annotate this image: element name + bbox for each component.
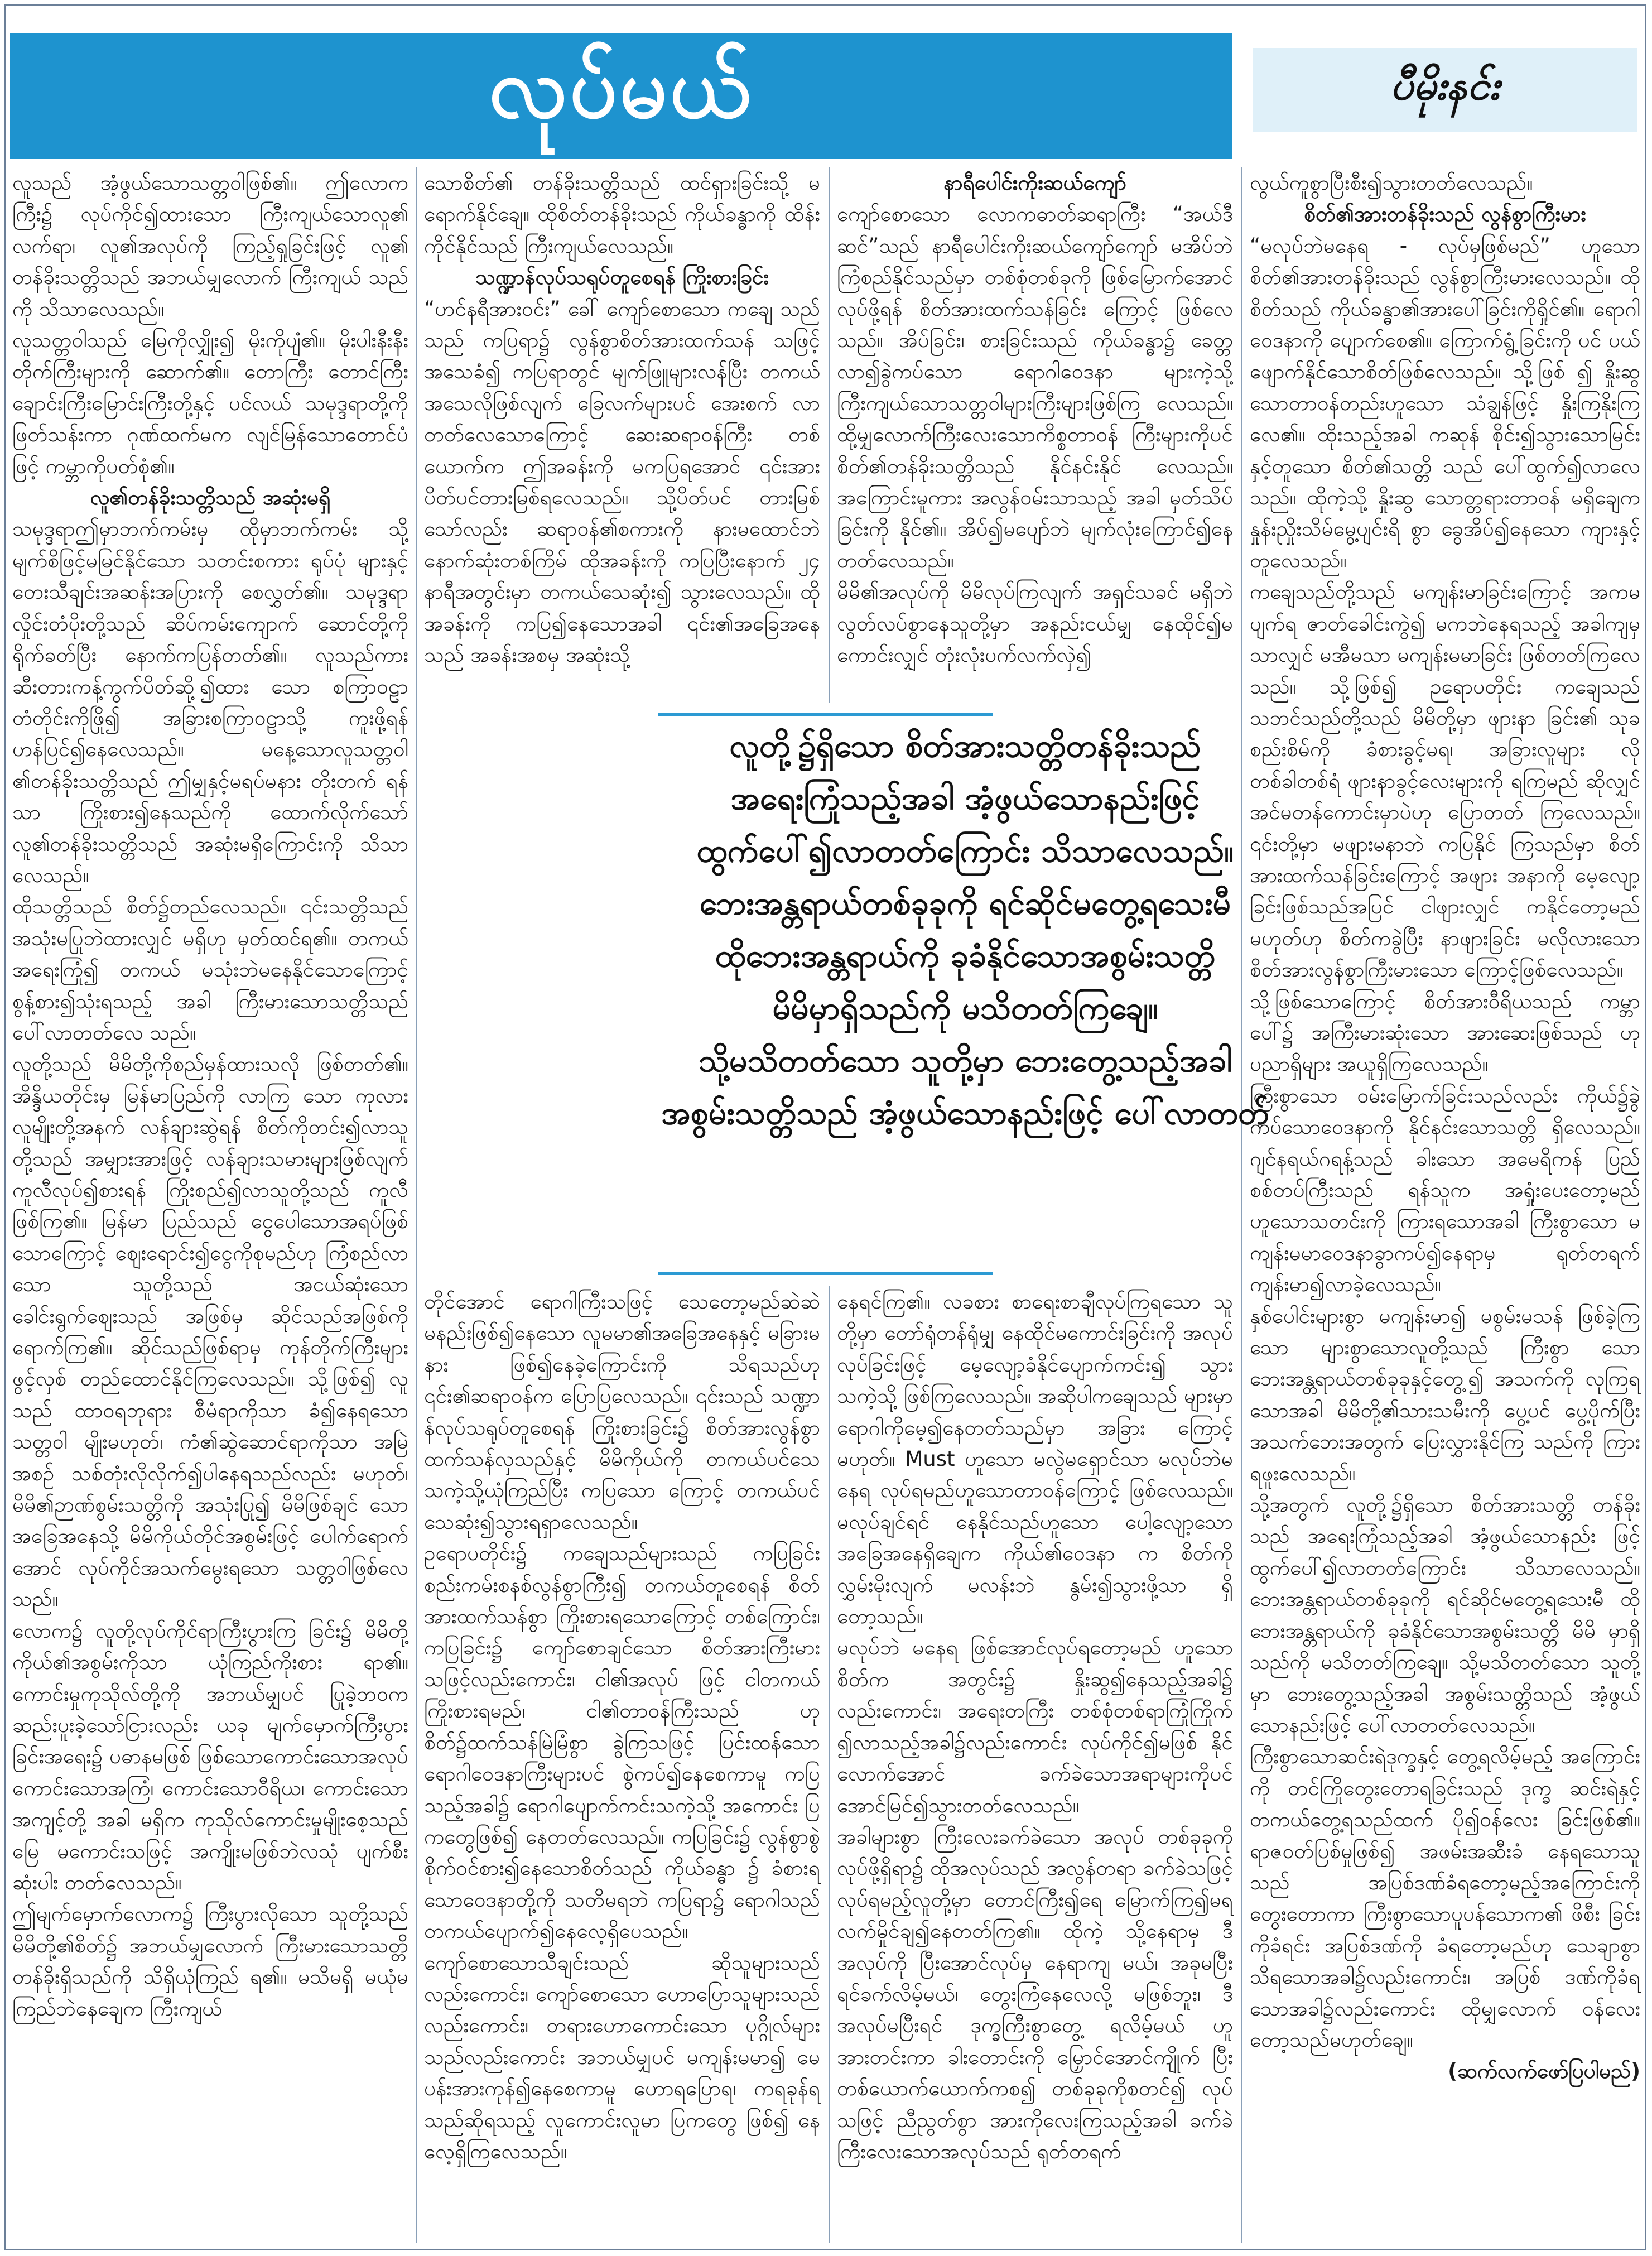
pull-quote-line: လူတို့၌ရှိသော စိတ်အားသတ္တိတန်ခိုးသည် xyxy=(729,728,1201,764)
column-divider xyxy=(829,167,830,703)
paragraph: ထိုသတ္တိသည် စိတ်၌တည်လေသည်။ ၎င်းသတ္တိသည် အသုံးမပြုဘဲထားလျှင် မရှိဟု မှတ်ထင်ရ၏။ တကယ်အရေးကြုံ၍ တကယ် မသုံးဘဲမနေနိုင်သောကြောင့် စွန့်စား၍သုံးရသည့် အခါ ကြီးမားသောသတ္တိသည် ပေါ်လာတတ်လေ သည်။ xyxy=(12,894,408,1045)
pull-quote-line: အရေးကြုံသည့်အခါ အံ့ဖွယ်သောနည်းဖြင့် xyxy=(730,780,1200,817)
title-banner xyxy=(10,33,1232,159)
paragraph: နှစ်ပေါင်းများစွာ မကျန်းမာ၍ မစွမ်းမသန် ဖြစ်ခဲ့ကြသော များစွာသောလူတို့သည် ကြီးစွာ သော ဘေးအန္တရာယ်တစ်ခုခုနှင့်တွေ့၍ အသက်ကို လုကြရသောအခါ မိမိတို့၏သားသမီးကို ပွေ့ပင် ပွေ့ပိုက်ပြီး အသက်ဘေးအတွက် ပြေးလွှားနိုင်ကြ သည်ကို ကြားရဖူးလေသည်။ xyxy=(1250,1303,1640,1485)
pull-quote xyxy=(661,720,1269,1261)
author-byline: ပီမိုးနင်း xyxy=(1390,62,1500,109)
column-2-top xyxy=(424,167,820,703)
column-3-bottom xyxy=(837,1286,1233,2243)
subheading: လူ၏တန်ခိုးသတ္တိသည် အဆုံးမရှိ xyxy=(90,485,331,510)
pull-quote-line: အစွမ်းသတ္တိသည် အံ့ဖွယ်သောနည်းဖြင့် ပေါ်လာတတ် xyxy=(661,1095,1269,1132)
pull-quote-line: ဘေးအန္တရာယ်တစ်ခုခုကို ရင်ဆိုင်မတွေ့ရသေးမီ xyxy=(699,885,1231,922)
article-title: လုပ်မယ် xyxy=(489,40,753,137)
paragraph: သောစိတ်၏ တန်ခိုးသတ္တိသည် ထင်ရှားခြင်းသို့ မရောက်နိုင်ချေ။ ထိုစိတ်တန်ခိုးသည် ကိုယ်ခန္ဓာကို ထိန်းကိုင်နိုင်သည် ကြီးကျယ်လေသည်။ xyxy=(424,171,820,258)
continued-note: (ဆက်လက်ဖော်ပြပါမည်) xyxy=(1448,2059,1640,2084)
paragraph: အခါများစွာ ကြီးလေးခက်ခဲသော အလုပ် တစ်ခုခုကို လုပ်ဖို့ရှိရာ၌ ထိုအလုပ်သည် အလွန်တရာ ခက်ခဲသဖြင့် လုပ်ရမည့်လူတို့မှာ တောင်ကြီး၍ရေ မြောက်ကြ၍မရ လက်မှိုင်ချ၍နေတတ်ကြ၏။ ထိုကဲ့ သို့နေရာမှ ဒီအလုပ်ကို ပြီးအောင်လုပ်မှ နေရာကျ မယ်၊ အခုမပြီးရင်ခက်လိမ့်မယ်၊ တွေးကြံနေလေလို့ မဖြစ်ဘူး၊ ဒီအလုပ်မပြီးရင် ဒုက္ခကြီးစွာတွေ့ ရလိမ့်မယ် ဟူအားတင်းကာ ခါးတောင်းကို မြှောင်အောင်ကျိုက် ပြီး တစ်ယောက်ယောက်ကစ၍ တစ်ခုခုကိုစတင်၍ လုပ်သဖြင့် ညီညွတ်စွာ အားကိုလေးကြသည့်အခါ ခက်ခဲကြီးလေးသောအလုပ်သည် ရုတ်တရက် xyxy=(837,1824,1233,2163)
paragraph: ကချေသည်တို့သည် မကျန်းမာခြင်းကြောင့် အကမပျက်ရ ဇာတ်ခေါင်းကွဲ၍ မကဘဲနေရသည့် အခါကျမှသာလျှင် မအီမသာ မကျန်းမမာခြင်း ဖြစ်တတ်ကြလေသည်။ သို့ဖြစ်၍ ဉရောပတိုင်း ကချေသည် သဘင်သည်တို့သည် မိမိတို့မှာ ဖျားနာ ခြင်း၏ သုခစည်းစိမ်ကို ခံစားခွင့်မရ၊ အခြားလူများ လို တစ်ခါတစ်ရံ ဖျားနာခွင့်လေးများကို ရကြမည် ဆိုလျှင် အင်မတန်ကောင်းမှာပဲဟု ပြောတတ် ကြလေသည်။ ၎င်းတို့မှာ မဖျားမနာဘဲ ကပြနိုင် ကြသည်မှာ စိတ်အားထက်သန်ခြင်းကြောင့် အဖျား အနာကို မေ့လျော့ခြင်းဖြစ်သည်အပြင် ငါဖျားလျှင် ကနိုင်တော့မည်မဟုတ်ဟု စိတ်ကခွဲပြီး နာဖျားခြင်း မလိုလားသော စိတ်အားလွန်စွာကြီးမားသော ကြောင့်ဖြစ်လေသည်။ xyxy=(1250,580,1640,982)
paragraph: မလုပ်ဘဲ မနေရ ဖြစ်အောင်လုပ်ရတော့မည် ဟူသောစိတ်က အတွင်း၌ နှိုးဆွ၍နေသည့်အခါ၌ လည်းကောင်း၊ အရေးတကြီး တစ်စုံတစ်ရာကြုံကြိုက် ၍လာသည့်အခါ၌လည်းကောင်း လုပ်ကိုင်၍မဖြစ် နိုင်လောက်အောင် ခက်ခဲသောအရာများကိုပင် အောင်မြင်၍သွားတတ်လေသည်။ xyxy=(837,1636,1233,1817)
paragraph: လွယ်ကူစွာပြီးစီး၍သွားတတ်လေသည်။ xyxy=(1250,171,1533,195)
paragraph: “မလုပ်ဘဲမနေရ - လုပ်မှဖြစ်မည်” ဟူသော စိတ်၏အားတန်ခိုးသည် လွန်စွာကြီးမားလေသည်။ ထိုစိတ်သည် ကိုယ်ခန္ဓာ၏အားပေါ်ခြင်းကိုရှိုင်၏။ ရောဂါဝေဒနာကို ပျောက်စေ၏။ ကြောက်ရွံ့ခြင်းကို ပင် ပယ်ဖျောက်နိုင်သောစိတ်ဖြစ်လေသည်။ သို့ဖြစ် ၍ နှိုးဆွသောတာဝန်တည်းဟူသော သံချွန်ဖြင့် နှိုးကြနိုးကြလေ၏။ ထိုးသည့်အခါ ကဆုန် စိုင်း၍သွားသောမြင်းနှင့်တူသော စိတ်၏သတ္တိ သည် ပေါ်ထွက်၍လာလေသည်။ ထိုကဲ့သို့ နှိုးဆွ သောတ္တရားတာဝန် မရှိချေက နှုန်းညှိုးသိမ်မွေ့ပျင်းရိ စွာ ခွေအိပ်၍နေသော ကျားနှင့်တူလေသည်။ xyxy=(1250,233,1640,573)
paragraph: မိမိ၏အလုပ်ကို မိမိလုပ်ကြလျက် အရှင်သခင် မရှိဘဲ လွတ်လပ်စွာနေသူတို့မှာ အနည်းငယ်မျှ နေထိုင်၍မကောင်းလျှင် တုံးလုံးပက်လက်လှဲ၍ xyxy=(837,580,1233,667)
subheading: နာရီပေါင်းကိုးဆယ်ကျော် xyxy=(943,171,1126,195)
pull-quote-line: မိမိမှာရှိသည်ကို မသိတတ်ကြချေ။ xyxy=(772,990,1158,1027)
paragraph: ဥရောပတိုင်း၌ ကချေသည်များသည် ကပြခြင်း စည်းကမ်းစနစ်လွန်စွာကြီး၍ တကယ်တူစေရန် စိတ်အားထက်သန်စွာ ကြိုးစားရသောကြောင့် တစ်ကြောင်း၊ ကပြခြင်း၌ ကျော်စောချင်သော စိတ်အားကြီးမားသဖြင့်လည်းကောင်း၊ ငါ၏အလုပ် ဖြင့် ငါတကယ်ကြိုးစားရမည်၊ ငါ၏တာဝန်ကြီးသည် ဟု စိတ်၌ထက်သန်မြဲမြံစွာ ခွဲကြသဖြင့် ပြင်းထန်သော ရောဂါဝေဒနာကြီးများပင် စွဲကပ်၍နေစေကာမူ ကပြ သည့်အခါ၌ ရောဂါပျောက်ကင်းသကဲ့သို့ အကောင်း ပြကတွေဖြစ်၍ နေတတ်လေသည်။ ကပြခြင်း၌ လွန်စွာစွဲစိုက်ဝင်စား၍နေသောစိတ်သည် ကိုယ်ခန္ဓာ ၌ ခံစားရသောဝေဒနာတို့ကို သတိမရဘဲ ကပြရာ၌ ရောဂါသည် တကယ်ပျောက်၍နေလေ့ရှိပေသည်။ xyxy=(424,1541,820,1944)
pull-quote-line: ထိုဘေးအန္တရာယ်ကို ခုခံနိုင်သောအစွမ်းသတ္တိ xyxy=(715,937,1216,975)
paragraph: ကြီးစွာသောဆင်းရဲဒုက္ခနှင့် တွေ့ရလိမ့်မည့် အကြောင်းကို တင်ကြိုတွေးတောရခြင်းသည် ဒုက္ခ ဆင်းရဲနှင့် တကယ်တွေ့ရသည်ထက် ပို၍ဝန်လေး ခြင်းဖြစ်၏။ ရာဇဝတ်ပြစ်မှုဖြစ်၍ အဖမ်းအဆီးခံ နေရသောသူသည် အပြစ်ဒဏ်ခံရတော့မည့်အကြောင်းကို တွေးတောကာ ကြီးစွာသောပူပန်သောက၏ ဖိစီး ခြင်းကိုခံရင်း အပြစ်ဒဏ်ကို ခံရတော့မည်ဟု သေချာစွာ သိရသောအခါ၌လည်းကောင်း၊ အပြစ် ဒဏ်ကိုခံရသောအခါ၌လည်းကောင်း ထိုမျှလောက် ဝန်လေးတော့သည်မဟုတ်ချေ။ xyxy=(1250,1744,1640,2052)
paragraph: ကျော်စောသောသီချင်းသည် ဆိုသူများသည် လည်းကောင်း၊ ကျော်စောသော ဟောပြောသူများသည် လည်းကောင်း၊ တရားဟောကောင်းသော ပုဂ္ဂိုလ်များ သည်လည်းကောင်း အဘယ်မျှပင် မကျန်းမမာ၍ မေပန်းအားကုန်၍နေစေကာမူ ဟောရပြောရ၊ ကရခုန်ရသည်ဆိုရသည့် လူကောင်းလူမာ ပြကတွေ ဖြစ်၍ နေလေ့ရှိကြလေသည်။ xyxy=(424,1950,820,2163)
paragraph: သို့အတွက် လူတို့၌ရှိသော စိတ်အားသတ္တိ တန်ခိုးသည် အရေးကြုံသည့်အခါ အံ့ဖွယ်သောနည်း ဖြင့် ထွက်ပေါ်၍လာတတ်ကြောင်း သိသာလေသည်။ ဘေးအန္တရာယ်တစ်ခုခုကို ရင်ဆိုင်မတွေ့ရသေးမီ ထိုဘေးအန္တရာယ်ကို ခုခံနိုင်သောအစွမ်းသတ္တိ မိမိ မှာရှိသည်ကို မသိတတ်ကြချေ။ သို့မသိတတ်သော သူတို့မှာ ဘေးတွေ့သည့်အခါ အစွမ်းသတ္တိသည် အံ့ဖွယ်သောနည်းဖြင့် ပေါ်လာတတ်လေသည်။ xyxy=(1250,1493,1640,1737)
paragraph: ဤမျက်မှောက်လောက၌ ကြီးပွားလိုသော သူတို့သည် မိမိတို့၏စိတ်၌ အဘယ်မျှလောက် ကြီးမားသောသတ္တိတန်ခိုးရှိသည်ကို သိရှိယုံကြည် ရ၏။ မသိမရှိ မယုံမကြည်ဘဲနေချေက ကြီးကျယ် xyxy=(12,1902,408,2021)
subheading: သဏ္ဍာန်လုပ်သရုပ်တူစေရန် ကြိုးစားခြင်း xyxy=(475,265,769,290)
pull-quote-line: သို့မသိတတ်သော သူတို့မှာ ဘေးတွေ့သည့်အခါ xyxy=(698,1042,1232,1080)
column-2-bottom xyxy=(424,1286,820,2243)
paragraph: လူသည် အံ့ဖွယ်သောသတ္တဝါဖြစ်၏။ ဤလောက ကြီး၌ လုပ်ကိုင်၍ထားသော ကြီးကျယ်သောလူ၏ လက်ရာ၊ လူ၏အလုပ်ကို ကြည့်ရှုခြင်းဖြင့် လူ၏ တန်ခိုးသတ္တိသည် အဘယ်မျှလောက် ကြီးကျယ် သည်ကို သိသာလေသည်။ xyxy=(12,171,408,321)
paragraph: တိုင်အောင် ရောဂါကြီးသဖြင့် သေတော့မည်ဆဲဆဲ မနည်းဖြစ်၍နေသော လူမမာ၏အခြေအနေနှင့် မခြားမနား ဖြစ်၍နေခဲ့ကြောင်းကို သိရသည်ဟု ၎င်း၏ဆရာဝန်က ပြောပြလေသည်။ ၎င်းသည် သဏ္ဍာန်လုပ်သရုပ်တူစေရန် ကြိုးစားခြင်း၌ စိတ်အားလွန်စွာထက်သန်လှသည်နှင့် မိမိကိုယ်ကို တကယ်ပင်သေသကဲ့သို့ယုံကြည်ပြီး ကပြသော ကြောင့် တကယ်ပင်သေဆုံး၍သွားရရှာလေသည်။ xyxy=(424,1290,820,1534)
paragraph: လောက၌ လူတို့လုပ်ကိုင်ရာကြီးပွားကြ ခြင်း၌ မိမိတို့ကိုယ်၏အစွမ်းကိုသာ ယုံကြည်ကိုးစား ရာ၏။ ကောင်းမှုကုသိုလ်တို့ကို အဘယ်မျှပင် ပြုခဲ့ဘဝက ဆည်းပူးခဲ့သော်ငြားလည်း ယခု မျက်မှောက်ကြီးပွားခြင်းအရေး၌ ပဓာနမဖြစ် ဖြစ်သောကောင်းသောအလုပ်ကောင်းသောအကြံ၊ ကောင်းသောဝီရိယ၊ ကောင်းသောအကျင့်တို့ အခါ မရှိက ကုသိုလ်ကောင်းမှုမျိုးစေ့သည် မြေ မကောင်းသဖြင့် အကျိုးမဖြစ်ဘဲလသုံ ပျက်စီးဆုံးပါး တတ်လေသည်။ xyxy=(12,1618,408,1894)
pull-quote-rule-bottom xyxy=(658,1272,993,1275)
byline-box xyxy=(1253,48,1637,132)
column-divider xyxy=(416,167,417,2243)
paragraph: လူသတ္တဝါသည် မြေကိုလျှိုး၍ မိုးကိုပျံ၏။ မိုးပါးနီးနီးတိုက်ကြီးများကို ဆောက်၏။ တောကြီး တောင်ကြီး ချောင်းကြီးမြောင်းကြီးတို့နှင့် ပင်လယ် သမုဒ္ဒရာတို့ကို ဖြတ်သန်းကာ ဂုဏ်ထက်မက လျင်မြန်သောတောင်ပံဖြင့် ကမ္ဘာကိုပတ်စုံ၏။ xyxy=(12,328,408,478)
column-4 xyxy=(1250,167,1640,2243)
paragraph: လူတို့သည် မိမိတို့ကိုစည်မှန်ထားသလို ဖြစ်တတ်၏။ အိန္ဒိယတိုင်းမှ မြန်မာပြည်ကို လာကြ သော ကုလားလူမျိုးတို့အနက် လန်ချားဆွဲရန် စိတ်ကိုတင်း၍လာသူတို့သည် အမျှားအားဖြင့် လန်ချားသမားများဖြစ်လျက် ကူလီလုပ်၍စားရန် ကြိုးစည်၍လာသူတို့သည် ကူလီဖြစ်ကြ၏။ မြန်မာ ပြည်သည် ငွေပေါသောအရပ်ဖြစ်သောကြောင့် ဈေးရောင်း၍ငွေကိုစုမည်ဟု ကြံစည်လာသော သူတို့သည် အငယ်ဆုံးသော ခေါင်းရွက်ဈေးသည် အဖြစ်မှ ဆိုင်သည်အဖြစ်ကို ရောက်ကြ၏။ ဆိုင်သည်ဖြစ်ရာမှ ကုန်တိုက်ကြီးများ ဖွင့်လှစ် တည်ထောင်နိုင်ကြလေသည်။ သို့ဖြစ်၍ လူသည် ထာဝရဘုရား စီမံရာကိုသာ ခံ၍နေရသောသတ္တဝါ မျိုးမဟုတ်၊ ကံ၏ဆွဲဆောင်ရာကိုသာ အမြဲအစဉ် သစ်တုံးလိုလိုက်၍ပါနေရသည်လည်း မဟုတ်၊ မိမိ၏ဉာဏ်စွမ်းသတ္တိကို အသုံးပြု၍ မိမိဖြစ်ချင် သောအခြေအနေသို့ မိမိကိုယ်တိုင်အစွမ်းဖြင့် ပေါက်ရောက်အောင် လုပ်ကိုင်အသက်မွေးရသော သတ္တဝါဖြစ်လေသည်။ xyxy=(12,1052,408,1612)
subheading: စိတ်၏အားတန်ခိုးသည် လွန်စွာကြီးမား xyxy=(1304,202,1586,227)
paragraph: နေရင်ကြ၏။ လခစား စာရေးစာချီလုပ်ကြရသော သူတို့မှာ တော်ရုံတန်ရုံမျှ နေထိုင်မကောင်းခြင်းကို အလုပ်လုပ်ခြင်းဖြင့် မေ့လျော့ခံနိုင်ပျောက်ကင်း၍ သွားသကဲ့သို့ ဖြစ်ကြလေသည်။ အဆိုပါကချေသည် များမှာ ရောဂါကိုမေ့၍နေတတ်သည်မှာ အခြား ကြောင့်မဟုတ်။ Must ဟူသော မလွဲမရှောင်သာ မလုပ်ဘဲမနေရ လုပ်ရမည်ဟူသောတာဝန်ကြောင့် ဖြစ်လေသည်။ မလုပ်ချင်ရင် နေနိုင်သည်ဟူသော ပေါ့လျော့သောအခြေအနေရှိချေက ကိုယ်၏ဝေဒနာ က စိတ်ကိုလွှမ်းမိုးလျက် မလန်းဘဲ နွမ်း၍သွားဖို့သာ ရှိတော့သည်။ xyxy=(837,1290,1233,1629)
column-1 xyxy=(12,167,408,2243)
paragraph: သမုဒ္ဒရာဤမှာဘက်ကမ်းမှ ထိုမှာဘက်ကမ်း သို့ မျက်စိဖြင့်မမြင်နိုင်သော သတင်းစကား ရုပ်ပုံ များနှင့် တေးသီချင်းအဆန်းအပြားကို စေလွှတ်၏။ သမုဒ္ဒရာလှိုင်းတံပိုးတို့သည် ဆိပ်ကမ်းကျောက် ဆောင်တို့ကို ရိုက်ခတ်ပြီး နောက်ကပြန်တတ်၏။ လူသည်ကား ဆီးတားကန့်ကွက်ပိတ်ဆို့၍ထား သော စကြာဝဠာတံတိုင်းကိုဖြို၍ အခြားစကြာဝဠာသို့ ကူးဖို့ရန် ဟန်ပြင်၍နေလေသည်။ မနေ့သောလူသတ္တဝါ ၏တန်ခိုးသတ္တိသည် ဤမျှနှင့်မရပ်မနား တိုးတက် ရန်သာ ကြိုးစား၍နေသည်ကို ထောက်လိုက်သော် လူ၏တန်ခိုးသတ္တိသည် အဆုံးမရှိကြောင်းကို သိသာလေသည်။ xyxy=(12,517,408,887)
paragraph: “ဟင်နရီအားဝင်း” ခေါ် ကျော်စောသော ကချေ သည်သည် ကပြရာ၌ လွန်စွာစိတ်အားထက်သန် သဖြင့် အသေခံ၍ ကပြရာတွင် မျက်ဖြူများလန်ပြီး တကယ်အသေလိုဖြစ်လျက် ခြေလက်များပင် အေးစက် လာတတ်လေသောကြောင့် ဆေးဆရာဝန်ကြီး တစ်ယောက်က ဤအခန်းကို မကပြရအောင် ၎င်းအား ပိတ်ပင်တားမြစ်ရလေသည်။ သို့ပိတ်ပင် တားမြစ်သော်လည်း ဆရာဝန်၏စကားကို နားမထောင်ဘဲ နောက်ဆုံးတစ်ကြိမ် ထိုအခန်းကို ကပြပြီးနောက် ၂၄ နာရီအတွင်းမှာ တကယ်သေဆုံး၍ သွားလေသည်။ ထိုအခန်းကို ကပြ၍နေသောအခါ ၎င်း၏အခြေအနေသည် အခန်းအစမှ အဆုံးသို့ xyxy=(424,296,820,667)
pull-quote-line: ထွက်ပေါ်၍လာတတ်ကြောင်း သိသာလေသည်။ xyxy=(696,833,1234,870)
column-3-top xyxy=(837,167,1233,703)
column-divider xyxy=(829,1286,830,2243)
paragraph: ကြီးစွာသော ဝမ်းမြောက်ခြင်းသည်လည်း ကိုယ်၌ခွဲကပ်သောဝေဒနာကို နိုင်နင်းသောသတ္တိ ရှိလေသည်။ ဂျင်နရယ်ဂရန့်သည် ခါးသော အမေရိကန် ပြည်စစ်တပ်ကြီးသည် ရန်သူက အရှုံးပေးတော့မည် ဟူသောသတင်းကို ကြားရသောအခါ ကြီးစွာသော မကျန်းမမာဝေဒနာခွာကပ်၍နေရာမှ ရုတ်တရက် ကျန်းမာ၍လာခဲ့လေသည်။ xyxy=(1250,1083,1640,1297)
paragraph: သို့ဖြစ်သောကြောင့် စိတ်အားဝီရိယသည် ကမ္ဘာပေါ်၌ အကြီးမားဆုံးသော အားဆေးဖြစ်သည် ဟု ပညာရှိများ အယူရှိကြလေသည်။ xyxy=(1250,989,1640,1076)
pull-quote-rule-top xyxy=(658,713,993,716)
paragraph: ကျော်စောသော လောကဓာတ်ဆရာကြီး “အယ်ဒီဆင်”သည် နာရီပေါင်းကိုးဆယ်ကျော်ကျော် မအိပ်ဘဲ ကြံစည်နိုင်သည်မှာ တစ်စုံတစ်ခုကို ဖြစ်မြောက်အောင် လုပ်ဖို့ရန် စိတ်အားထက်သန်ခြင်း ကြောင့် ဖြစ်လေသည်။ အိပ်ခြင်း၊ စားခြင်းသည် ကိုယ်ခန္ဓာ၌ ခေတ္တလာ၍ခွဲကပ်သော ရောဂါဝေဒနာ များကဲ့သို့ ကြီးကျယ်သောသတ္တဝါများကြီးများဖြစ်ကြ လေသည်။ ထို့မျှလောက်ကြီးလေးသောကိစ္စတာဝန် ကြီးများကိုပင် စိတ်၏တန်ခိုးသတ္တိသည် နိုင်နင်းနိုင် လေသည်။ အကြောင်းမူကား အလွန်ဝမ်းသာသည့် အခါ မှတ်သိပ်ခြင်းကို နိုင်၏။ အိပ်၍မပျော်ဘဲ မျက်လုံးကြောင်၍နေတတ်လေသည်။ xyxy=(837,202,1233,573)
